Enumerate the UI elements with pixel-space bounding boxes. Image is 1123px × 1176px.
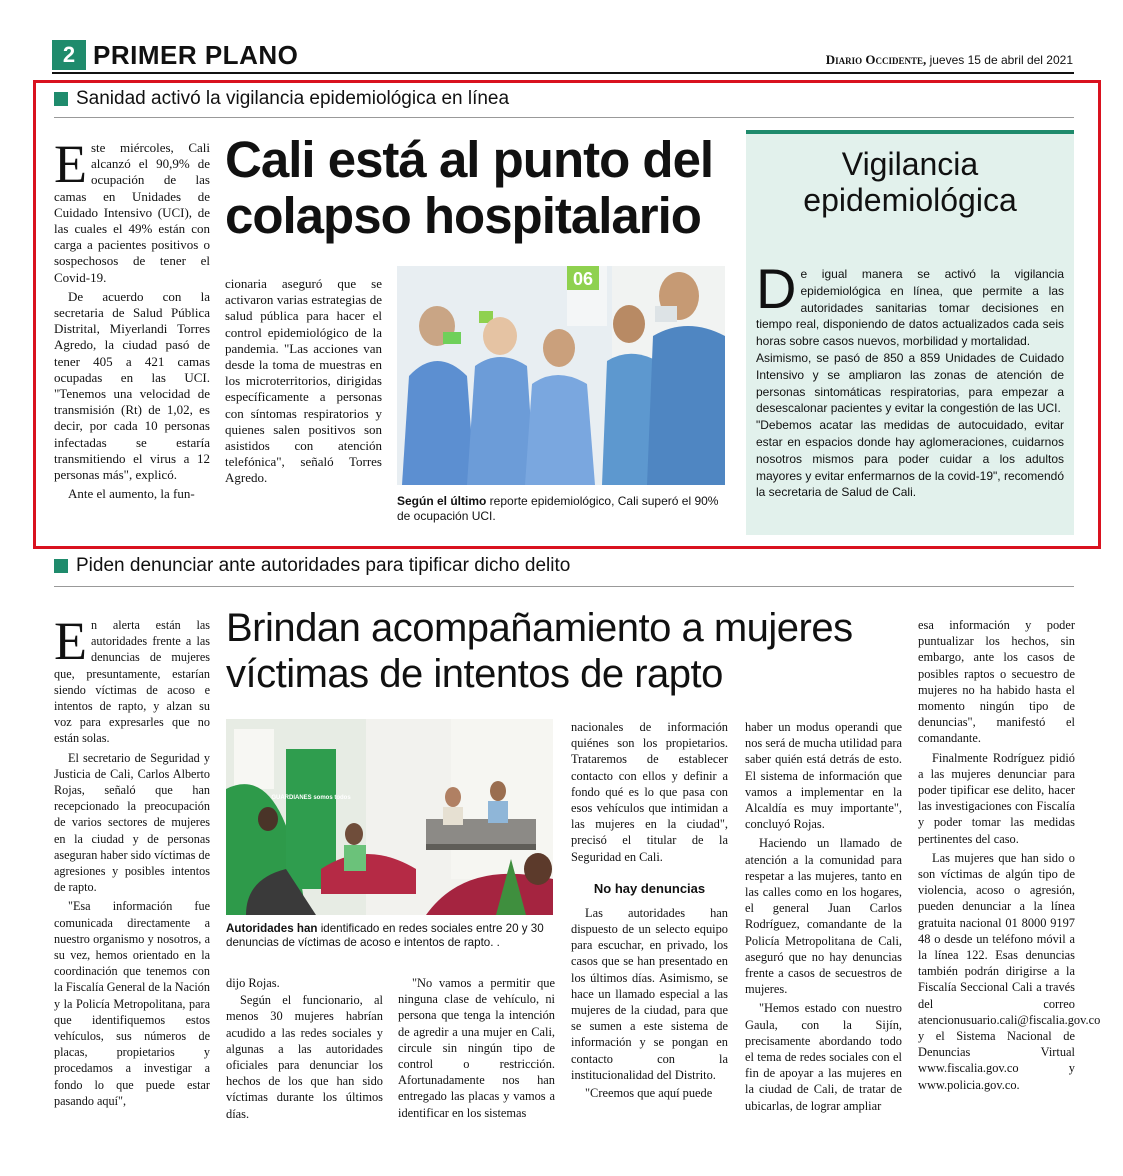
meeting-room-photo — [226, 719, 553, 915]
paragraph: Finalmente Rodríguez pidió a las mujeres denunciar para poder tipificar ese delito, hacer las investigaciones con Fiscalía y poder tomar las medidas pertinentes del caso. — [918, 750, 1075, 846]
article1-kicker — [54, 88, 509, 110]
article1-caption — [397, 494, 725, 524]
article2-col5 — [745, 719, 902, 1114]
caption-lead: Según el último — [397, 494, 487, 508]
kicker-square-icon — [54, 92, 68, 106]
article2-headline: Brindan acompañamiento a mujeres víctimas de intentos de rapto — [226, 606, 853, 696]
dropcap: E — [54, 611, 87, 671]
paper-name: Diario Occidente, — [825, 52, 927, 67]
paragraph: "Esa información fue comunicada directamente a nuestro organismo y nosotros, a su vez, hemos orientado en la coordinación que tenemos con la Fiscalía General de la Nación y la Policía Metropolitana, para que identifiquemos estos vehículos, sus números de placas, propietarios y procedamos a investigar a fondo lo que puede estar pasando aquí", — [54, 899, 210, 1108]
sidebar-title: Vigilancia epidemiológica — [803, 146, 1017, 218]
dropcap: E — [54, 134, 87, 194]
article2-col3 — [398, 975, 555, 1121]
article2-col1 — [54, 611, 210, 1109]
section-title: PRIMER PLANO — [93, 40, 299, 70]
caption-text: identificado en redes sociales entre 20 y 30 denuncias de víctimas de acoso e intentos de rapto. . — [226, 922, 544, 949]
kicker-rule — [54, 117, 1074, 118]
paragraph: Asimismo, se pasó de 850 a 859 Unidades de Cuidado Intensivo y se ampliaron las zonas de atención de personas sintomáticas respiratorias, para empezar a desescalonar pacientes y evitar la congestión de las UCI. — [756, 350, 1064, 416]
paragraph: El secretario de Seguridad y Justicia de Cali, Carlos Alberto Rojas, señaló que han recepcionado la preocupación de varios sectores de mujeres en la ciudad y de personas aseguran haber sido víctimas de agresiones y posibles intentos de rapto. — [54, 750, 210, 895]
kicker-rule — [54, 586, 1074, 587]
paragraph: Haciendo un llamado de atención a la comunidad para respetar a las mujeres, tanto en las calles como en los hogares, el general Juan Carlos Rodríguez, comandante de la Policía Metropolitana de Cali, aseguró que no hay denuncias frente a casos de secuestros de mujeres. — [745, 836, 902, 997]
article1-headline: Cali está al punto del colapso hospitalario — [225, 131, 714, 244]
paragraph: Las mujeres que han sido o son víctimas de algún tipo de violencia, acoso o agresión, pueden denunciar a la línea gratuita nacional 01 8000 9197 48 o desde un teléfono móvil a la línea 122. Esas denuncias también podrán dirigirse a la Fiscalía Seccional Cali a través del correo atencionusuario.cali@fiscalia.gov.co y el Sistema Nacional de Denuncias Virtual www.fiscalia.gov.co y www.policia.gov.co. — [918, 850, 1101, 1092]
photo-room-number: 06 — [572, 269, 594, 289]
article1-col2 — [225, 276, 382, 487]
article2-col2 — [226, 975, 383, 1122]
article2-col4 — [571, 719, 728, 1101]
paragraph: cionaria aseguró que se activaron varias estrategias de salud pública para hacer el control epidemiológico de la pandemia. "Las acciones van desde la toma de muestras en los microterritorios, dirigidas específicamente a personas con síntomas respiratorios y quienes salen positivos son asistidos con atención telefónica", señaló Torres Agredo. — [225, 276, 382, 486]
hospital-staff-photo — [397, 266, 725, 485]
paragraph: "Hemos estado con nuestro Gaula, con la Sijín, precisamente abordando todo el tema de redes sociales con el fin de apoyar a las mujeres en la ciudad de Cali, de tratar de ubicarlas, de lograr ampliar — [745, 1001, 902, 1113]
paragraph: "Creemos que aquí puede — [585, 1086, 713, 1101]
subhead: No hay denuncias — [593, 880, 706, 896]
masthead — [826, 52, 1073, 68]
paragraph: "No vamos a permitir que ninguna clase de vehículo, ni persona que tenga la intención de agredir a una mujer en Cali, circule sin ningún tipo de control o restricción. Afortunadamente nos han entregado las placas y vamos a identificar en los sistemas — [398, 976, 555, 1120]
article1-photo — [397, 266, 725, 485]
paragraph: haber un modus operandi que nos será de mucha utilidad para saber quién está detrás de esto. El sistema de información que vamos a implementar en la Alcaldía es muy importante", concluyó Rojas. — [745, 720, 902, 832]
caption-text: reporte epidemiológico, Cali superó el 90% de ocupación UCI. — [397, 494, 719, 523]
sidebar-box — [746, 130, 1074, 535]
paragraph: Ante el aumento, la fun- — [68, 486, 195, 502]
article2-kicker — [54, 555, 570, 577]
kicker-text: Piden denunciar ante autoridades para tipificar dicho delito — [76, 555, 571, 576]
paragraph: Las autoridades han dispuesto de un selecto equipo para escuchar, en privado, los casos que se han presentado en los últimos días. Asimismo, se hace un llamado especial a las mujeres de la ciudad, para que se sumen a este sistema de información y se pongan en contacto con la institucionalidad del Distrito. — [571, 905, 728, 1082]
page-number: 2 — [52, 40, 86, 70]
paragraph: e igual manera se activó la vigilancia epidemiológica en línea, que permite a las autoridades sanitarias tomar decisiones en tiempo real, disponiendo de datos actualizados cada seis horas sobre casos nuevos, morbilidad y mortalidad. — [756, 267, 1064, 349]
photo-banner-text: GUARDIANES somos todos — [271, 795, 351, 801]
paragraph: n alerta están las autoridades frente a las denuncias de mujeres que, presuntamente, estarían siendo víctimas de acoso e intentos de rapto, y alzan su voz para expresarles que no están solas. — [54, 618, 210, 746]
paragraph: esa información y poder puntualizar los hechos, sin embargo, ante los casos de posibles raptos o secuestro de mujeres no ha habido hasta el momento ningún tipo de denuncias", manifestó el comandante. — [918, 618, 1075, 746]
caption-lead: Autoridades han — [226, 922, 318, 935]
paragraph: De acuerdo con la secretaria de Salud Pública Distrital, Miyerlandi Torres Agredo, la ciudad pasó de tener 405 a 421 camas ocupadas en las UCI. "Tenemos una velocidad de transmisión (Rt) de 1,02, es decir, por cada 10 personas infectadas se estaría transmitiendo el virus a 12 personas más", explicó. — [54, 288, 210, 483]
paragraph: dijo Rojas. — [226, 976, 280, 990]
paragraph: "Debemos acatar las medidas de autocuidado, evitar estar en espacios donde hay aglomeraciones, cuidarnos nosotros mismos para poder cuidar a los adultos mayores y evitar enfermarnos de la covid-19", recomendó la secretaria de Salud de Cali. — [756, 418, 1064, 500]
article1-col1 — [54, 134, 210, 502]
paragraph: ste miércoles, Cali alcanzó el 90,9% de ocupación de las camas en Unidades de Cuidado Intensivo (UCI), de las cuales el 49% están con carga a pacientes positivos o sospechosos de tener el Covid-19. — [54, 140, 210, 285]
article2-col6 — [918, 617, 1101, 1093]
sidebar-text — [746, 257, 1074, 501]
kicker-square-icon — [54, 559, 68, 573]
kicker-text: Sanidad activó la vigilancia epidemiológica en línea — [76, 88, 510, 109]
paragraph: nacionales de información quiénes son los propietarios. Trataremos de establecer contacto con ellos y definir a fondo qué es lo que pasa con esos vehículos que intimidan a las mujeres en la ciudad", precisó el titular de la Seguridad en Cali. — [571, 720, 728, 864]
header-rule — [52, 72, 1074, 74]
issue-date: jueves 15 de abril del 2021 — [929, 53, 1073, 67]
article2-photo — [226, 719, 553, 915]
article2-caption — [226, 922, 553, 950]
paragraph: Según el funcionario, al menos 30 mujeres habrían acudido a las redes sociales y algunas a las autoridades oficiales para denunciar los hechos de los que han sido víctimas durante los últimos días. — [226, 993, 383, 1121]
sidebar-dropcap: D — [756, 257, 797, 320]
